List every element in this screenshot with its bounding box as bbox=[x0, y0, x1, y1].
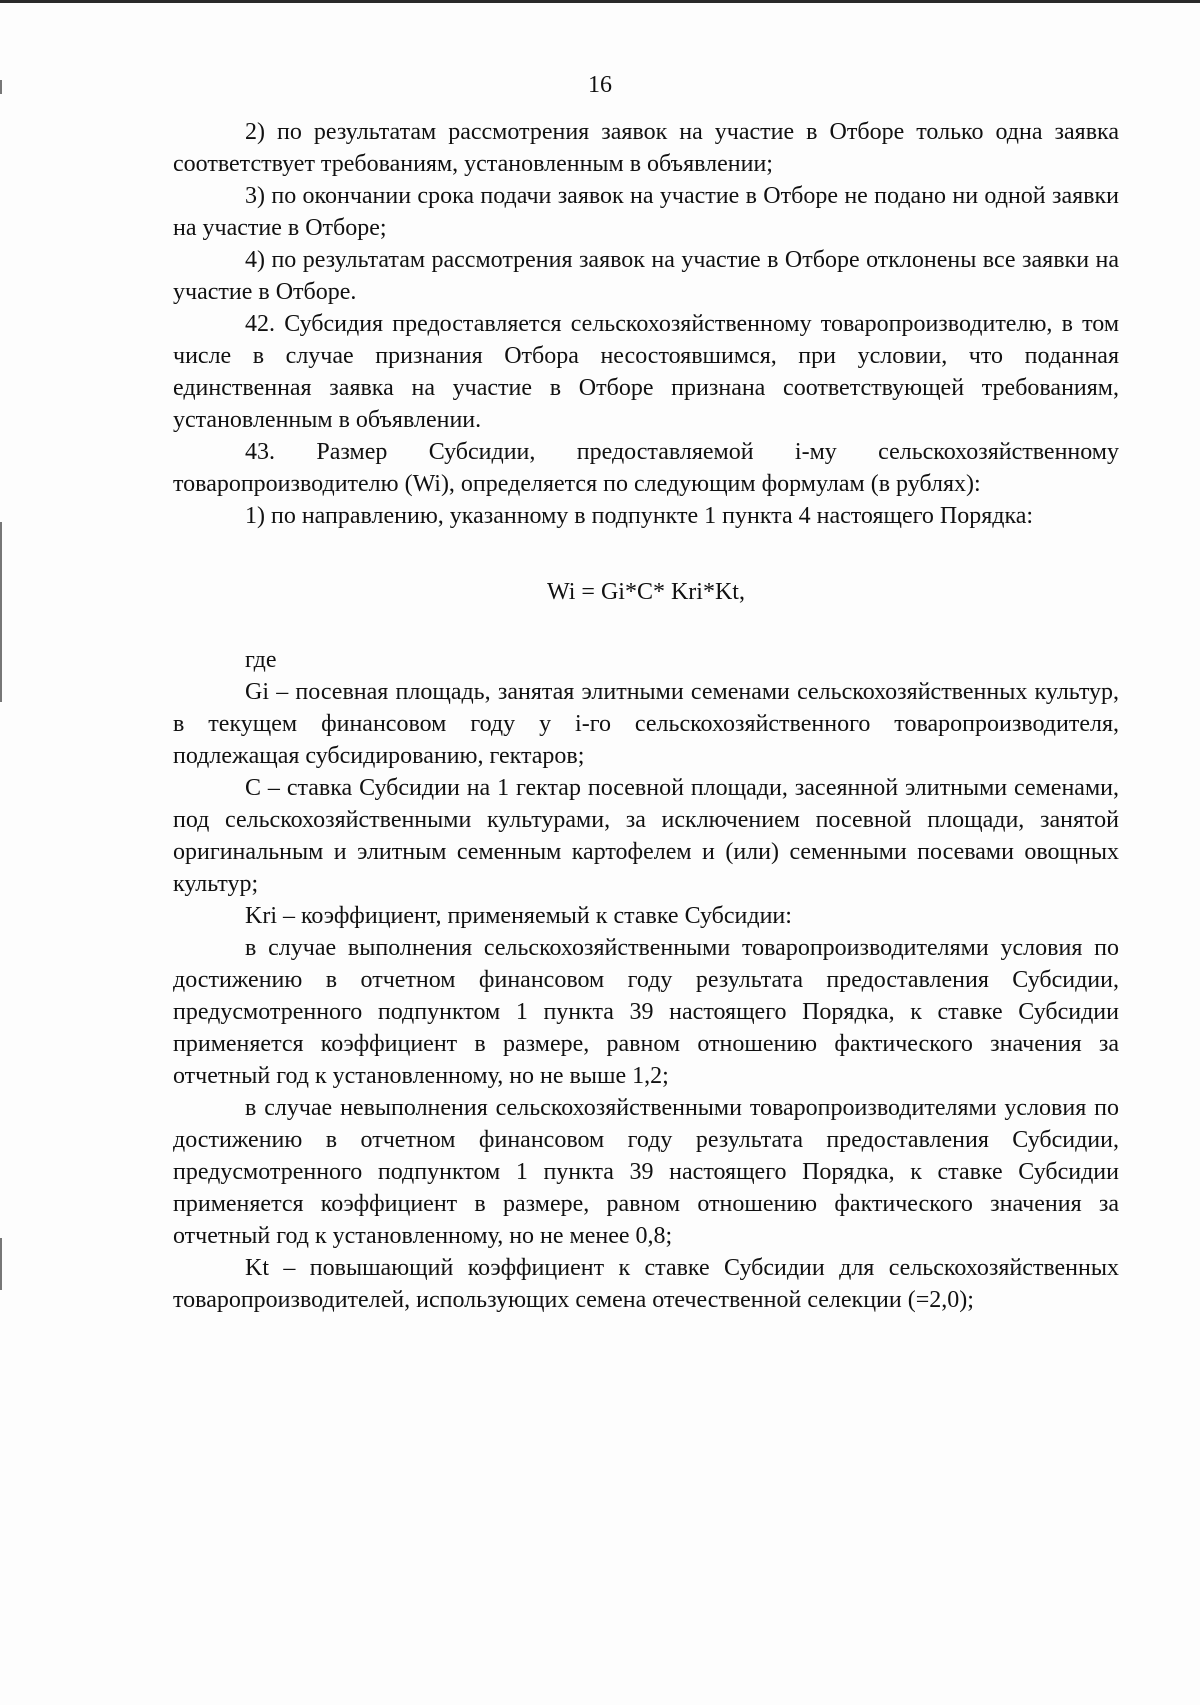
top-border-line bbox=[0, 0, 1200, 3]
paragraph-item-4: 4) по результатам рассмотрения заявок на участие в Отборе отклонены все заявки на участие в Отборе. bbox=[173, 247, 1119, 305]
paragraph-clause-43: 43. Размер Субсидии, предоставляемой i-му сельскохозяйственному товаропроизводителю (Wi), определяется по следующим формулам (в рублях): bbox=[173, 439, 1119, 497]
definition-kri-fulfilled: в случае выполнения сельскохозяйственными товаропроизводителями условия по достижению в отчетном финансовом году результата предоставления Субсидии, предусмотренного подпунктом 1 пункта 39 настоящего Порядка, к ставке Субсидии применяется коэффициент в размере, равном отношению фактического значения за отчетный год к установленному, но не выше 1,2; bbox=[173, 935, 1119, 1089]
definition-c: C – ставка Субсидии на 1 гектар посевной площади, засеянной элитными семенами, под сельскохозяйственными культурами, за исключением посевной площади, занятой оригинальным и элитным семенным картофелем и (или) семенными посевами овощных культур; bbox=[173, 775, 1119, 897]
paragraph-clause-42: 42. Субсидия предоставляется сельскохозяйственному товаропроизводителю, в том числе в случае признания Отбора несостоявшимся, при условии, что поданная единственная заявка на участие в Отборе признана соответствующей требованиям, установленным в объявлении. bbox=[173, 311, 1119, 433]
definition-gi: Gi – посевная площадь, занятая элитными семенами сельскохозяйственных культур, в текущем финансовом году у i-го сельскохозяйственного товаропроизводителя, подлежащая субсидированию, гектаров; bbox=[173, 679, 1119, 769]
definition-kri-unfulfilled: в случае невыполнения сельскохозяйственными товаропроизводителями условия по достижению в отчетном финансовом году результата предоставления Субсидии, предусмотренного подпунктом 1 пункта 39 настоящего Порядка, к ставке Субсидии применяется коэффициент в размере, равном отношению фактического значения за отчетный год к установленному, но не менее 0,8; bbox=[173, 1095, 1119, 1249]
scan-edge-mark bbox=[0, 1238, 2, 1290]
formula: Wi = Gi*C* Kri*Kt, bbox=[547, 579, 745, 605]
paragraph-subitem-1: 1) по направлению, указанному в подпункте 1 пункта 4 настоящего Порядка: bbox=[245, 503, 1034, 529]
where-label: где bbox=[245, 647, 277, 673]
paragraph-item-3: 3) по окончании срока подачи заявок на участие в Отборе не подано ни одной заявки на участие в Отборе; bbox=[173, 183, 1119, 241]
page-number: 16 bbox=[588, 72, 612, 98]
document-body bbox=[173, 116, 1119, 1316]
definition-kri: Kri – коэффициент, применяемый к ставке Субсидии: bbox=[245, 903, 792, 929]
definition-kt: Kt – повышающий коэффициент к ставке Субсидии для сельскохозяйственных товаропроизводителей, использующих семена отечественной селекции (=2,0); bbox=[173, 1255, 1119, 1313]
paragraph-item-2: 2) по результатам рассмотрения заявок на участие в Отборе только одна заявка соответствует требованиям, установленным в объявлении; bbox=[173, 119, 1119, 177]
scan-edge-mark bbox=[0, 522, 2, 702]
